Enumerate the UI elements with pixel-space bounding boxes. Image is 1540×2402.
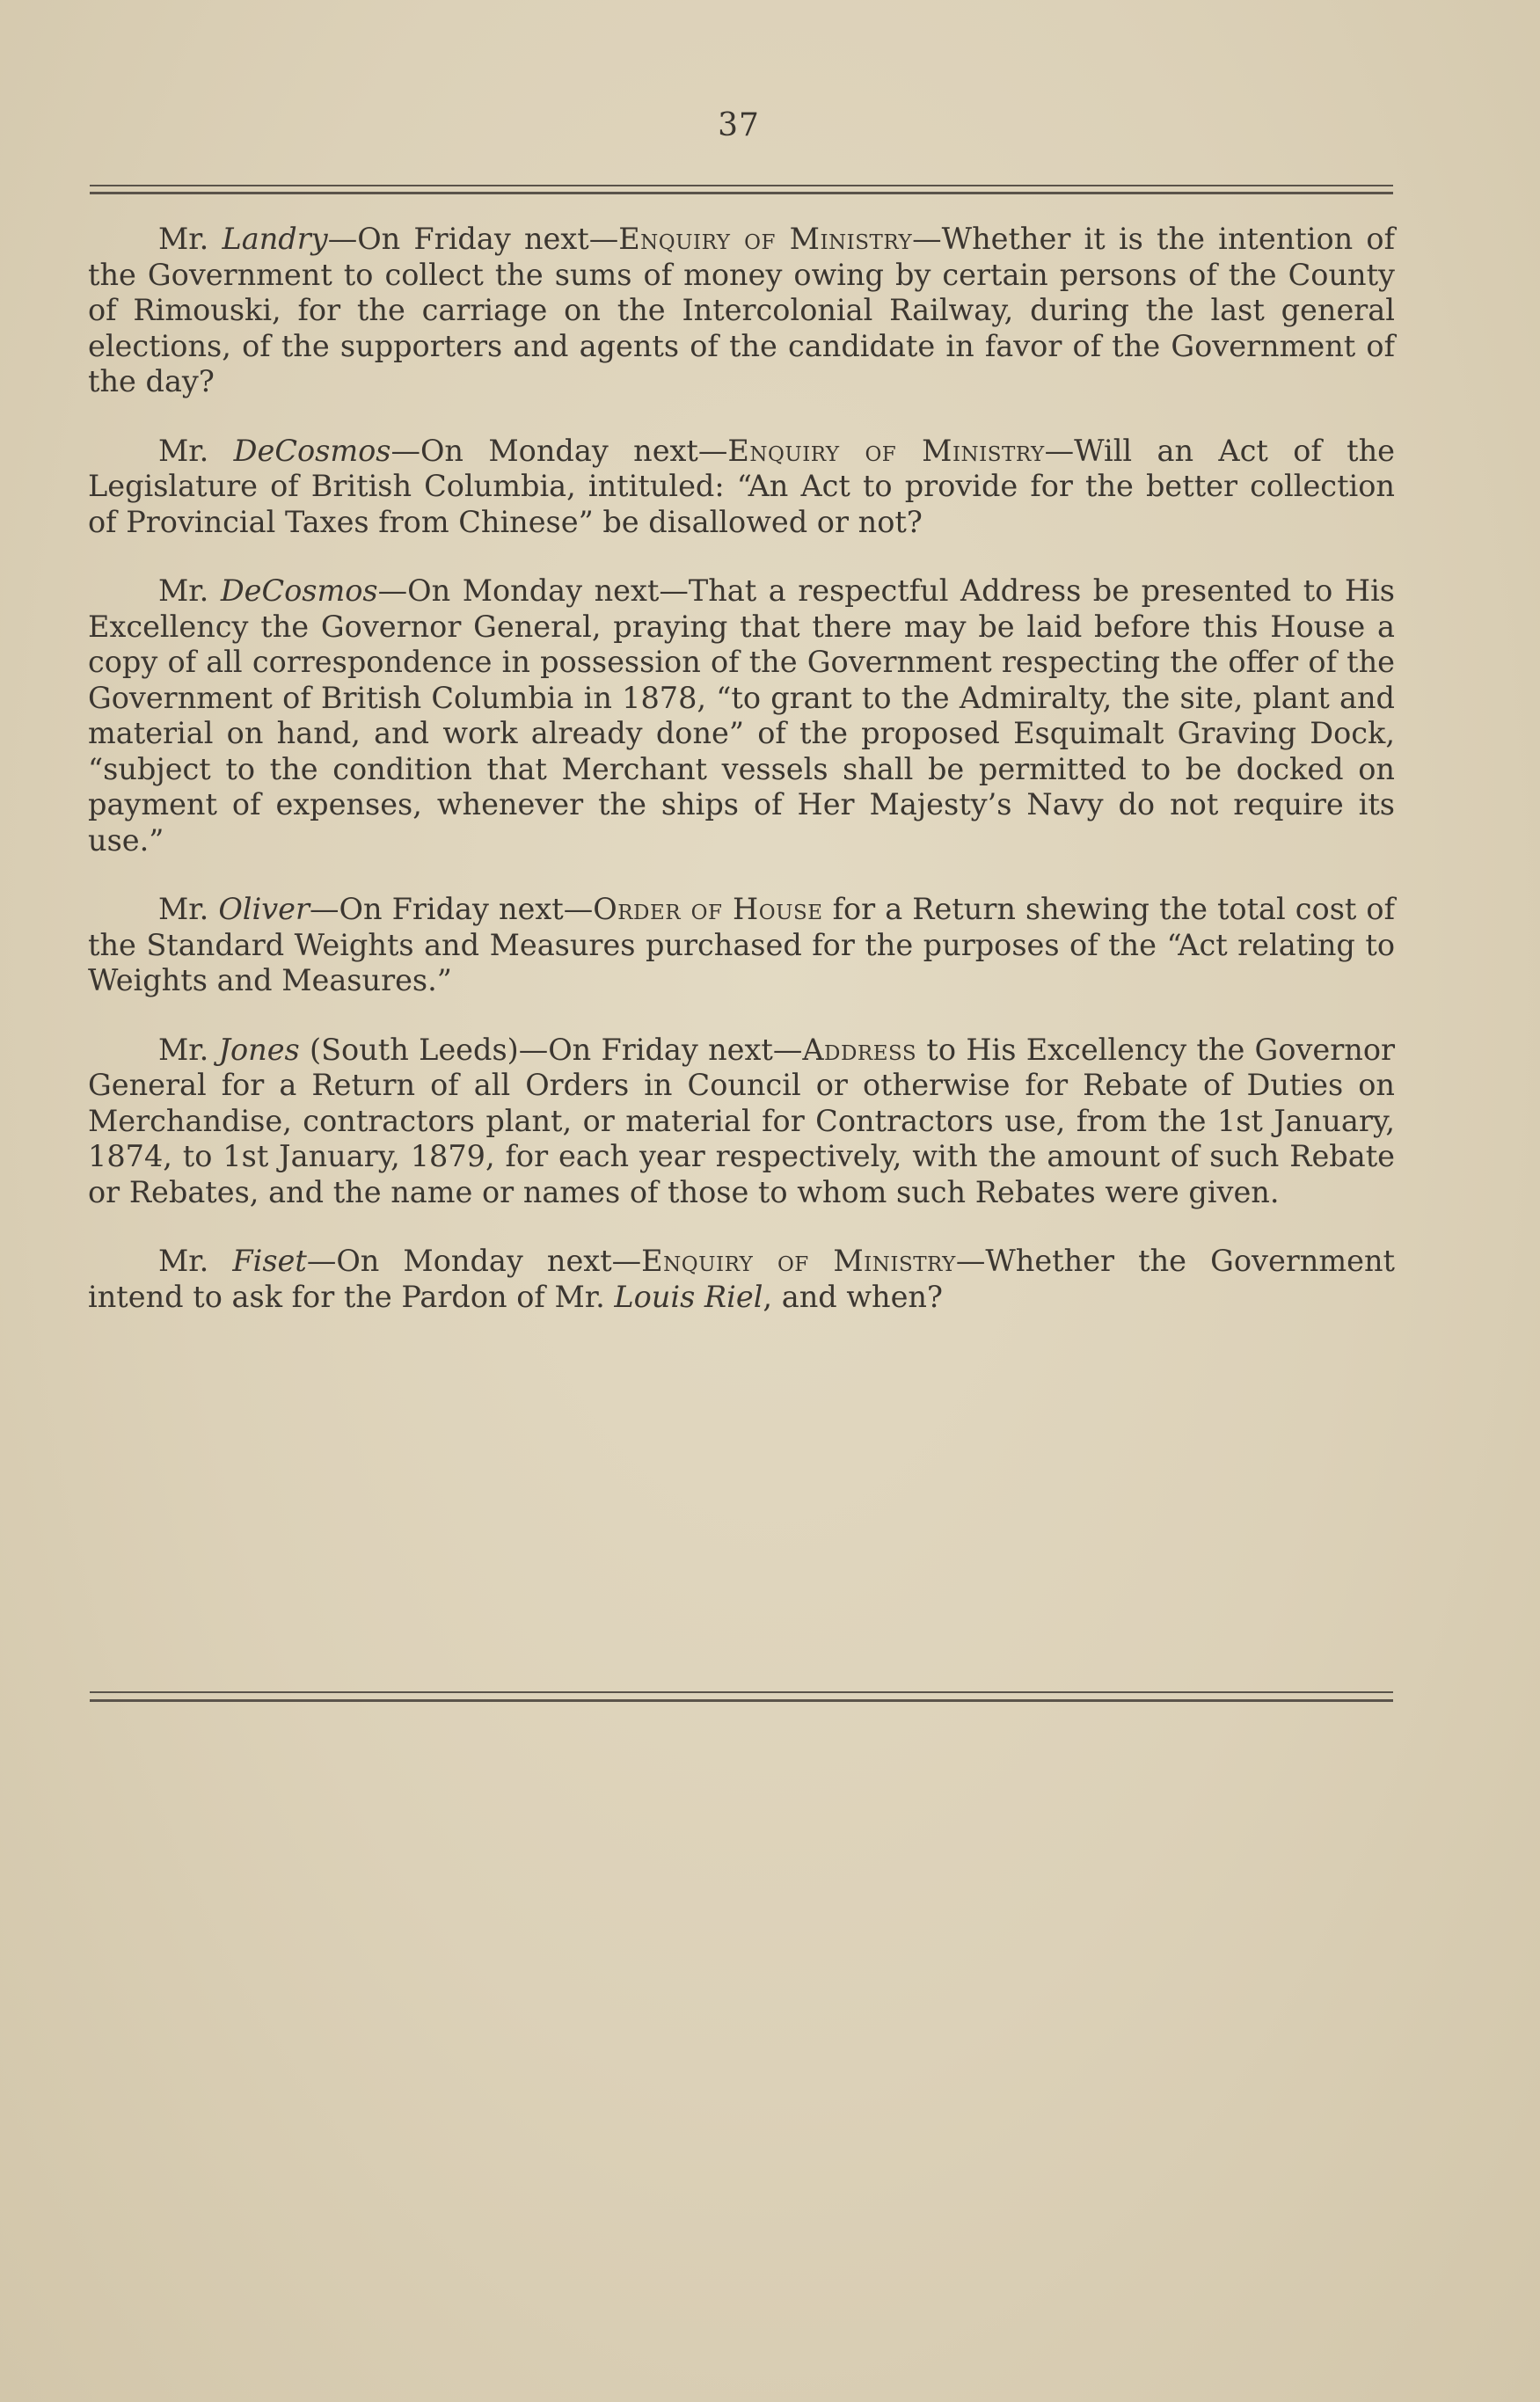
footer-rule [90, 1691, 1393, 1693]
member-name: Fiset [232, 1244, 307, 1278]
notice-text: —Will an Act of the Legislature of British Columbia, intituled: “An Act to provide for the better collection of Provincial Taxes from Chinese” be disallowed or not? [88, 433, 1395, 539]
notice-day: —On Monday next— [306, 1244, 642, 1278]
member-name: Landry [222, 222, 328, 256]
notice-day: —On Friday next— [310, 892, 594, 926]
notice-text: —Whether the Government intend to ask for the Pardon of Mr. [88, 1244, 1395, 1314]
motion-type: Enquiry of Ministry [641, 1244, 956, 1278]
notice-italic-name: Louis Riel [614, 1279, 763, 1314]
notice-day: —On Monday next— [390, 433, 728, 468]
motion-type: Address [802, 1032, 917, 1067]
member-prefix: Mr. [158, 433, 234, 468]
header-rule [90, 185, 1393, 186]
member-prefix: Mr. [158, 1032, 219, 1067]
member-name: Jones [218, 1032, 300, 1067]
member-name: DeCosmos [233, 433, 391, 468]
notice-text: That a respectful Address be presented to His Excellency the Governor General, praying that there may be laid before this House a copy of all correspondence in possession of the Government respecting the offer of the Government of British Columbia in 1878, “to grant to the Admiralty, the site, plant and material on hand, and work already done” of the proposed Esquimalt Graving Dock, “subject to the condition that Merchant vessels shall be permitted to be docked on payment of expenses, whenever the ships of Her Majesty’s Navy do not require its use.” [88, 573, 1395, 858]
notice-day: —On Monday next— [377, 573, 689, 608]
footer-rule-double [90, 1699, 1393, 1702]
member-prefix: Mr. [158, 222, 223, 256]
member-riding: (South Leeds) [299, 1032, 519, 1067]
notice-entry [88, 892, 1395, 999]
notice-day: —On Friday next— [518, 1032, 803, 1067]
member-prefix: Mr. [158, 573, 221, 608]
notice-day: —On Friday next— [327, 222, 619, 256]
motion-type: Enquiry of Ministry [727, 433, 1045, 468]
notice-entry [88, 222, 1395, 400]
page-number: 37 [718, 107, 760, 143]
motion-type: Order of House [593, 892, 823, 926]
notices-body [88, 222, 1395, 1348]
notice-text: —Whether it is the intention of the Government to collect the sums of money owing by certain persons of the County of Rimouski, for the carriage on the Intercolonial Railway, during the last general elections, of the supporters and agents of the candidate in favor of the Government of the day? [88, 222, 1395, 398]
notice-entry [88, 1244, 1395, 1315]
member-prefix: Mr. [158, 892, 219, 926]
member-prefix: Mr. [158, 1244, 233, 1278]
notice-text-end: , and when? [763, 1279, 943, 1314]
member-name: Oliver [218, 892, 310, 926]
notice-entry [88, 434, 1395, 541]
motion-type: Enquiry of Ministry [618, 222, 913, 256]
notice-entry [88, 1033, 1395, 1211]
notice-entry [88, 573, 1395, 858]
notice-text: to His Excellency the Governor General for a Return of all Orders in Council or otherwise for Rebate of Duties on Merchandise, contractors plant, or material for Contractors use, from the 1st January, 1874, to 1st January, 1879, for each year respectively, with the amount of such Rebate or Rebates, and the name or names of those to whom such Rebates were given. [88, 1032, 1396, 1209]
header-rule-double [90, 192, 1393, 194]
notice-text: for a Return shewing the total cost of the Standard Weights and Measures purchased for the purposes of the “Act relating to Weights and Measures.” [88, 892, 1395, 997]
member-name: DeCosmos [220, 573, 378, 608]
